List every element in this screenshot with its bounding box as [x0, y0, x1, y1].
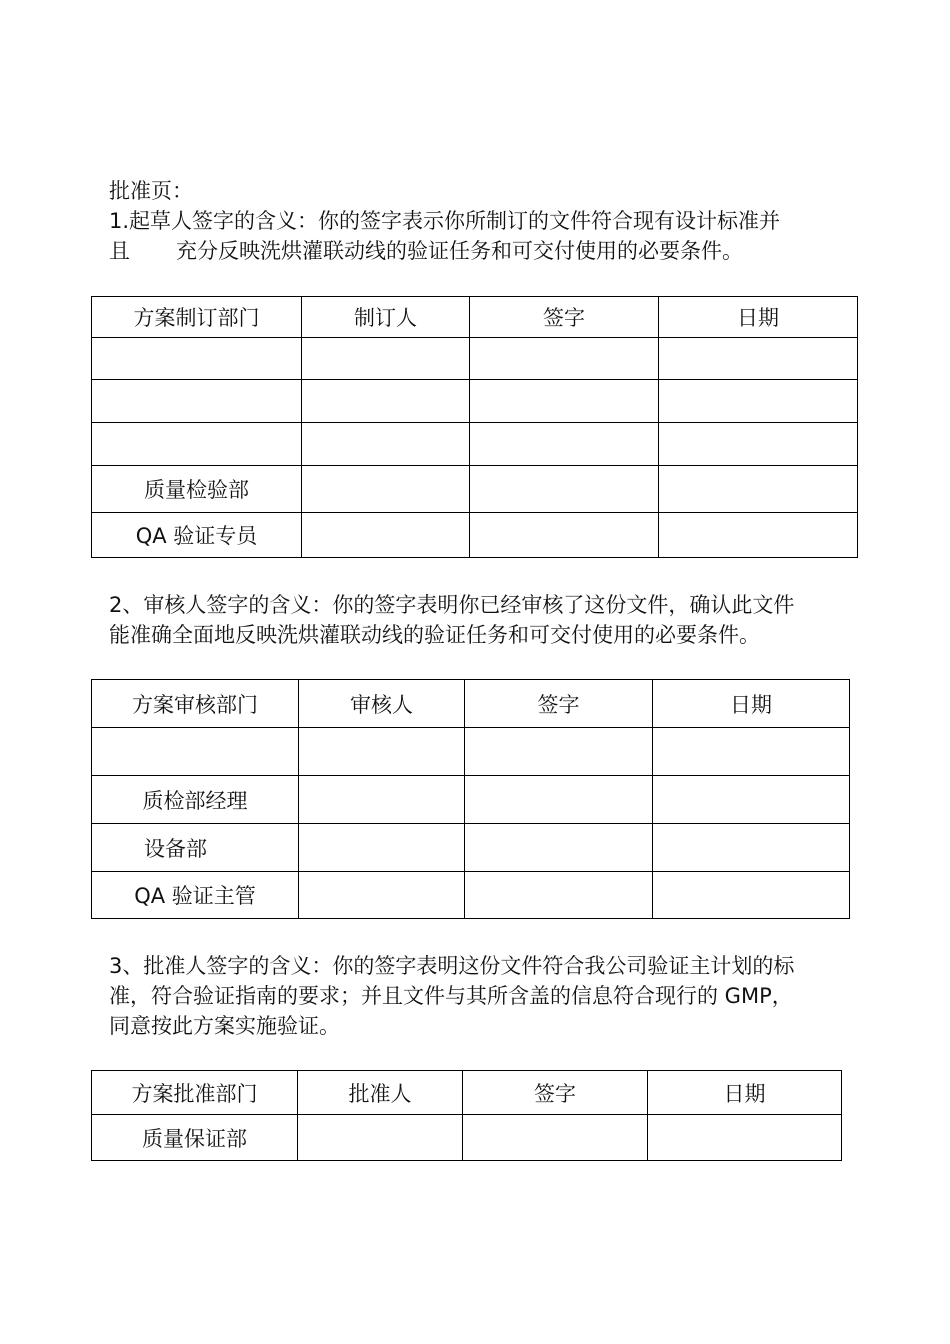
header-drafter: 制订人	[302, 297, 470, 338]
date-cell[interactable]	[659, 380, 858, 423]
drafter-cell[interactable]	[302, 380, 470, 423]
department-cell: 质检部经理	[92, 776, 299, 824]
department-cell	[92, 338, 302, 380]
header-reviewer: 审核人	[299, 680, 465, 728]
reviewer-cell[interactable]	[299, 776, 465, 824]
date-cell[interactable]	[653, 872, 850, 919]
section1-text-line2	[109, 236, 854, 266]
approver-cell[interactable]	[298, 1115, 463, 1161]
section2-description	[109, 590, 854, 650]
reviewer-signature-table	[91, 679, 850, 919]
approval-page-title: 批准页：	[109, 179, 193, 203]
table-row	[92, 338, 858, 380]
section1-text-line1: 1.起草人签字的含义：你的签字表示你所制订的文件符合现有设计标准并	[109, 209, 781, 233]
drafter-cell[interactable]	[302, 466, 470, 513]
header-department: 方案审核部门	[92, 680, 299, 728]
header-department: 方案制订部门	[92, 297, 302, 338]
department-cell	[92, 423, 302, 466]
date-cell[interactable]	[659, 338, 858, 380]
date-cell[interactable]	[659, 423, 858, 466]
section3-text-line2: 准，符合验证指南的要求；并且文件与其所含盖的信息符合现行的 GMP，	[109, 984, 793, 1008]
signature-cell[interactable]	[463, 1115, 648, 1161]
table-row	[92, 380, 858, 423]
table-row	[92, 466, 858, 513]
signature-cell[interactable]	[470, 380, 659, 423]
header-date: 日期	[648, 1071, 842, 1115]
department-cell: 质量保证部	[92, 1115, 298, 1161]
drafter-signature-table	[91, 296, 858, 558]
table-row	[92, 728, 850, 776]
drafter-cell[interactable]	[302, 513, 470, 558]
reviewer-cell[interactable]	[299, 728, 465, 776]
date-cell[interactable]	[653, 776, 850, 824]
signature-cell[interactable]	[465, 728, 653, 776]
header-department: 方案批准部门	[92, 1071, 298, 1115]
table-row	[92, 872, 850, 919]
section3-description	[109, 951, 854, 1041]
drafter-cell[interactable]	[302, 338, 470, 380]
section3-text-line1: 3、批准人签字的含义：你的签字表明这份文件符合我公司验证主计划的标	[109, 954, 795, 978]
section2-text-line2: 能准确全面地反映洗烘灌联动线的验证任务和可交付使用的必要条件。	[109, 623, 760, 647]
drafter-cell[interactable]	[302, 423, 470, 466]
signature-cell[interactable]	[470, 338, 659, 380]
department-cell	[92, 380, 302, 423]
department-cell: QA 验证主管	[92, 872, 299, 919]
header-signature: 签字	[465, 680, 653, 728]
header-approver: 批准人	[298, 1071, 463, 1115]
signature-cell[interactable]	[465, 776, 653, 824]
signature-cell[interactable]	[465, 872, 653, 919]
page-title	[109, 176, 854, 206]
signature-cell[interactable]	[470, 513, 659, 558]
table-row	[92, 824, 850, 872]
table-row	[92, 1115, 842, 1161]
table-row	[92, 423, 858, 466]
table-row	[92, 776, 850, 824]
table-row	[92, 513, 858, 558]
department-cell: 质量检验部	[92, 466, 302, 513]
date-cell[interactable]	[659, 513, 858, 558]
department-cell	[92, 728, 299, 776]
department-cell: 设备部	[92, 824, 299, 872]
section1-text-line2-rest: 充分反映洗烘灌联动线的验证任务和可交付使用的必要条件。	[176, 239, 743, 263]
header-signature: 签字	[463, 1071, 648, 1115]
department-cell: QA 验证专员	[92, 513, 302, 558]
table-header-row	[92, 1071, 842, 1115]
section1-description	[109, 206, 854, 266]
signature-cell[interactable]	[470, 466, 659, 513]
reviewer-cell[interactable]	[299, 872, 465, 919]
reviewer-cell[interactable]	[299, 824, 465, 872]
approver-signature-table	[91, 1070, 842, 1161]
section1-text-line2-start: 且	[109, 239, 130, 263]
signature-cell[interactable]	[470, 423, 659, 466]
section3-text-line3: 同意按此方案实施验证。	[109, 1014, 340, 1038]
header-signature: 签字	[470, 297, 659, 338]
signature-cell[interactable]	[465, 824, 653, 872]
date-cell[interactable]	[653, 728, 850, 776]
date-cell[interactable]	[648, 1115, 842, 1161]
date-cell[interactable]	[653, 824, 850, 872]
table-header-row	[92, 297, 858, 338]
header-date: 日期	[659, 297, 858, 338]
section2-text-line1: 2、审核人签字的含义：你的签字表明你已经审核了这份文件，确认此文件	[109, 593, 795, 617]
header-date: 日期	[653, 680, 850, 728]
date-cell[interactable]	[659, 466, 858, 513]
table-header-row	[92, 680, 850, 728]
